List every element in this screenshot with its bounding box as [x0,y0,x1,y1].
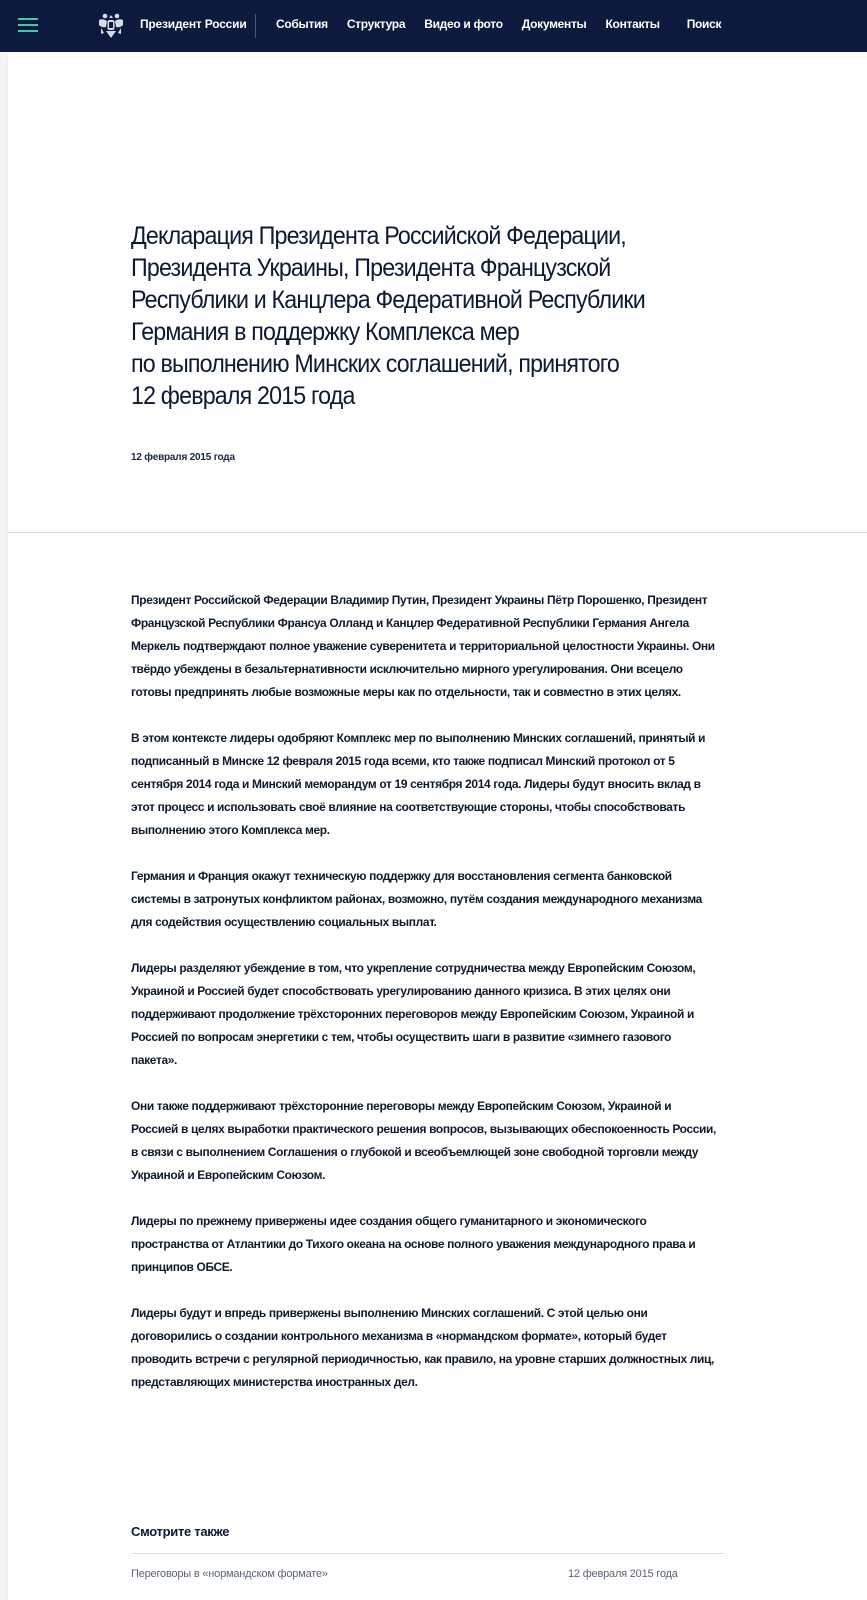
title-line: Президента Украины, Президента Французской [131,254,611,282]
top-navigation-bar [0,0,867,52]
nav-item-video-photo[interactable]: Видео и фото [424,17,503,31]
article-paragraph: Лидеры будут и впредь привержены выполнению Минских соглашений. С этой целью они договорились о создании контрольного механизма в «нормандском формате», который будет проводить встречи с регулярной периодичностью, как правило, на уровне старших должностных лиц, представляющих министерства иностранных дел. [131,1306,715,1389]
nav-item-structure[interactable]: Структура [346,17,406,31]
title-line: 12 февраля 2015 года [131,382,355,410]
article-body [131,589,731,1417]
article-paragraph: Германия и Франция окажут техническую поддержку для восстановления сегмента банковской системы в затронутых конфликтом районах, возможно, путём создания международного механизма для содействия осуществлению социальных выплат. [131,869,702,929]
article-date: 12 февраля 2015 года [131,452,235,463]
article-paragraph: Лидеры по прежнему привержены идее создания общего гуманитарного и экономического пространства от Атлантики до Тихого океана на основе полного уважения международного права и принципов ОБСЕ. [131,1214,696,1274]
page-title [131,220,689,412]
see-also-separator [131,1553,725,1554]
site-title-link[interactable]: Президент России [140,17,247,31]
see-also-date: 12 февраля 2015 года [568,1568,678,1580]
hamburger-menu-icon[interactable] [18,14,38,36]
title-line: по выполнению Минских соглашений, принятого [131,350,619,378]
header-divider [255,14,256,38]
see-also-heading: Смотрите также [131,1524,230,1539]
coat-of-arms-icon[interactable] [97,11,125,41]
article-paragraph: Президент Российской Федерации Владимир Путин, Президент Украины Пётр Порошенко, Президент Французской Республики Франсуа Олланд и Канцлер Федеративной Республики Германия Ангела Меркель подтверждают полное уважение суверенитета и территориальной целостности Украины. Они твёрдо убеждены в безальтернативности исключительно мирного урегулирования. Они всецело готовы предпринять любые возможные меры как по отдельности, так и совместно в этих целях. [131,593,715,699]
nav-item-documents[interactable]: Документы [521,17,587,31]
page-side-strip [0,52,8,1600]
article-paragraph: Лидеры разделяют убеждение в том, что укрепление сотрудничества между Европейским Союзом, Украиной и Россией будет способствовать урегулированию данного кризиса. В этих целях они поддерживают продолжение трёхсторонних переговоров между Европейским Союзом, Украиной и Россией по вопросам энергетики с тем, чтобы осуществить шаги в развитие «зимнего газового пакета». [131,961,696,1067]
title-line: Декларация Президента Российской Федерации, [131,222,626,250]
nav-item-search[interactable]: Поиск [686,17,722,31]
title-line: Республики и Канцлера Федеративной Республики [131,286,645,314]
main-nav [276,17,721,31]
title-line: Германия в поддержку Комплекса мер [131,318,519,346]
nav-item-contacts[interactable]: Контакты [605,17,660,31]
header-separator [8,532,867,533]
article-paragraph: Они также поддерживают трёхсторонние переговоры между Европейским Союзом, Украиной и Россией в целях выработки практического решения вопросов, вызывающих обеспокоенность России, в связи с выполнением Соглашения о глубокой и всеобъемлющей зоне свободной торговли между Украиной и Европейским Союзом. [131,1099,717,1182]
see-also-link[interactable]: Переговоры в «нормандском формате» [131,1568,328,1580]
article-paragraph: В этом контексте лидеры одобряют Комплекс мер по выполнению Минских соглашений, принятый и подписанный в Минске 12 февраля 2015 года всеми, кто также подписал Минский протокол от 5 сентября 2014 года и Минский меморандум от 19 сентября 2014 года. Лидеры будут вносить вклад в этот процесс и использовать своё влияние на соответствующие стороны, чтобы способствовать выполнению этого Комплекса мер. [131,731,706,837]
nav-item-events[interactable]: События [276,17,328,31]
